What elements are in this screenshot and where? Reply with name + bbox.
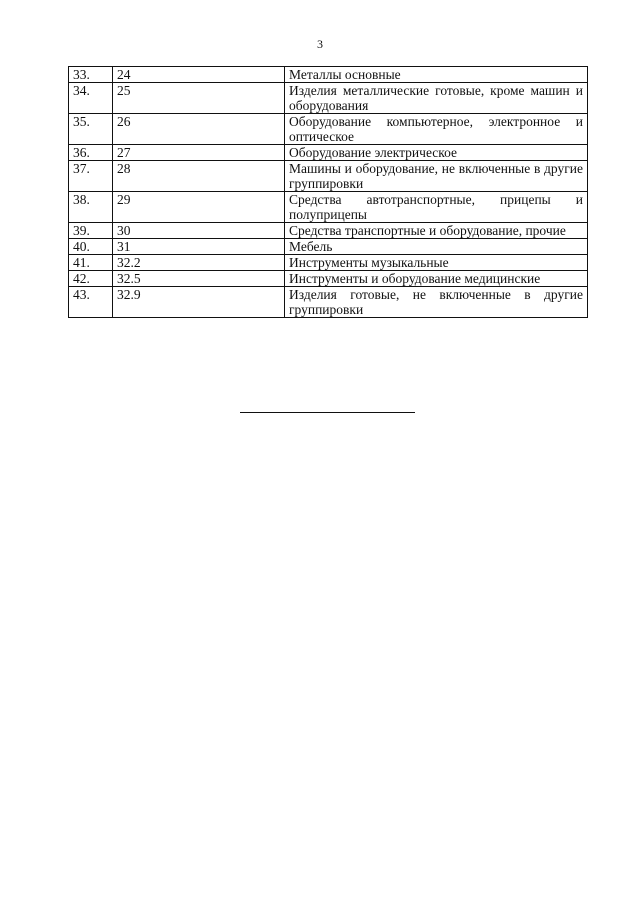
row-number-cell: 43. [69,287,113,318]
product-name-cell: Средства транспортные и оборудование, прочие [285,223,588,239]
table-row [69,239,588,255]
product-name-cell: Оборудование электрическое [285,145,588,161]
okpd-code-cell: 26 [113,114,285,145]
okpd-code-cell: 27 [113,145,285,161]
product-name-cell: Металлы основные [285,67,588,83]
okpd-code-cell: 25 [113,83,285,114]
classification-table [68,66,588,318]
page-number: 3 [317,37,323,51]
table-body [69,67,588,318]
end-of-document-rule [240,412,415,413]
okpd-code-cell: 32.5 [113,271,285,287]
product-name-cell: Изделия готовые, не включенные в другие группировки [285,287,588,318]
row-number-cell: 36. [69,145,113,161]
table-row [69,161,588,192]
row-number-cell: 40. [69,239,113,255]
row-number-cell: 33. [69,67,113,83]
okpd-code-cell: 32.9 [113,287,285,318]
row-number-cell: 38. [69,192,113,223]
table-row [69,83,588,114]
row-number-cell: 41. [69,255,113,271]
row-number-cell: 42. [69,271,113,287]
row-number-cell: 37. [69,161,113,192]
product-name-cell: Средства автотранспортные, прицепы и полуприцепы [285,192,588,223]
okpd-code-cell: 32.2 [113,255,285,271]
okpd-code-cell: 29 [113,192,285,223]
product-name-cell: Инструменты и оборудование медицинские [285,271,588,287]
okpd-code-cell: 30 [113,223,285,239]
table-row [69,255,588,271]
table-row [69,145,588,161]
table-row [69,114,588,145]
table-row [69,67,588,83]
row-number-cell: 35. [69,114,113,145]
table-row [69,192,588,223]
product-name-cell: Оборудование компьютерное, электронное и оптическое [285,114,588,145]
okpd-code-cell: 24 [113,67,285,83]
row-number-cell: 34. [69,83,113,114]
okpd-code-cell: 28 [113,161,285,192]
product-name-cell: Машины и оборудование, не включенные в другие группировки [285,161,588,192]
row-number-cell: 39. [69,223,113,239]
product-name-cell: Мебель [285,239,588,255]
table-row [69,271,588,287]
okpd-code-cell: 31 [113,239,285,255]
table-row [69,287,588,318]
product-name-cell: Инструменты музыкальные [285,255,588,271]
table-row [69,223,588,239]
product-name-cell: Изделия металлические готовые, кроме машин и оборудования [285,83,588,114]
